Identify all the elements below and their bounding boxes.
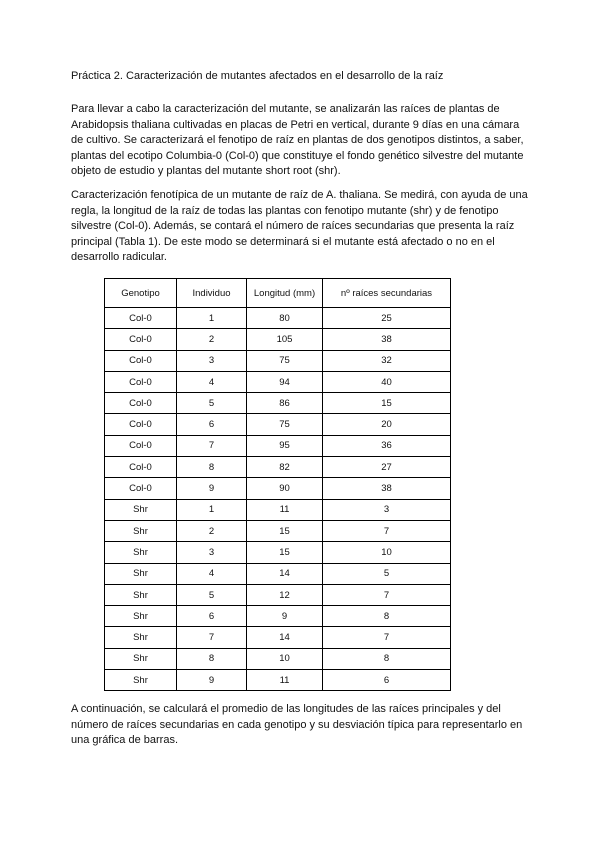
cell-longitud: 82 bbox=[247, 457, 323, 478]
cell-individuo: 4 bbox=[177, 371, 247, 392]
cell-raices: 5 bbox=[323, 563, 451, 584]
cell-individuo: 5 bbox=[177, 584, 247, 605]
cell-genotipo: Col-0 bbox=[105, 435, 177, 456]
cell-genotipo: Col-0 bbox=[105, 350, 177, 371]
cell-genotipo: Col-0 bbox=[105, 329, 177, 350]
cell-individuo: 3 bbox=[177, 542, 247, 563]
table-row bbox=[105, 648, 451, 669]
cell-longitud: 90 bbox=[247, 478, 323, 499]
header-longitud: Longitud (mm) bbox=[247, 279, 323, 308]
cell-individuo: 6 bbox=[177, 414, 247, 435]
cell-longitud: 105 bbox=[247, 329, 323, 350]
table-row bbox=[105, 563, 451, 584]
cell-longitud: 10 bbox=[247, 648, 323, 669]
cell-individuo: 2 bbox=[177, 329, 247, 350]
cell-genotipo: Col-0 bbox=[105, 393, 177, 414]
cell-individuo: 1 bbox=[177, 499, 247, 520]
table-row bbox=[105, 478, 451, 499]
intro-paragraph: Para llevar a cabo la caracterización del mutante, se analizarán las raíces de plantas de Arabidopsis thaliana cultivadas en placas de Petri en vertical, durante 9 días en una cámara de cultivo. Se caracterizará el fenotipo de raíz en plantas de dos genotipos distintos, a saber, plantas del ecotipo Columbia-0 (Col-0) que constituye el fondo genético silvestre del mutante objeto de estudio y plantas del mutante short root (shr). bbox=[71, 103, 524, 177]
cell-raices: 7 bbox=[323, 584, 451, 605]
cell-individuo: 8 bbox=[177, 648, 247, 669]
cell-genotipo: Shr bbox=[105, 670, 177, 691]
cell-longitud: 75 bbox=[247, 350, 323, 371]
cell-longitud: 95 bbox=[247, 435, 323, 456]
cell-raices: 10 bbox=[323, 542, 451, 563]
cell-raices: 40 bbox=[323, 371, 451, 392]
cell-raices: 8 bbox=[323, 606, 451, 627]
cell-longitud: 12 bbox=[247, 584, 323, 605]
cell-genotipo: Shr bbox=[105, 584, 177, 605]
table-row bbox=[105, 670, 451, 691]
cell-individuo: 3 bbox=[177, 350, 247, 371]
cell-genotipo: Col-0 bbox=[105, 414, 177, 435]
cell-genotipo: Shr bbox=[105, 499, 177, 520]
table-row bbox=[105, 414, 451, 435]
cell-genotipo: Col-0 bbox=[105, 308, 177, 329]
cell-raices: 7 bbox=[323, 627, 451, 648]
table-row bbox=[105, 606, 451, 627]
table-row bbox=[105, 457, 451, 478]
cell-genotipo: Shr bbox=[105, 542, 177, 563]
table-row bbox=[105, 520, 451, 541]
cell-raices: 6 bbox=[323, 670, 451, 691]
cell-individuo: 7 bbox=[177, 627, 247, 648]
cell-genotipo: Shr bbox=[105, 627, 177, 648]
header-raices-secundarias: nº raíces secundarias bbox=[323, 279, 451, 308]
cell-longitud: 86 bbox=[247, 393, 323, 414]
outro-paragraph: A continuación, se calculará el promedio de las longitudes de las raíces principales y del número de raíces secundarias en cada genotipo y su desviación típica para representarlo en una gráfica de barras. bbox=[71, 703, 523, 746]
cell-individuo: 8 bbox=[177, 457, 247, 478]
cell-raices: 38 bbox=[323, 478, 451, 499]
cell-individuo: 1 bbox=[177, 308, 247, 329]
cell-raices: 20 bbox=[323, 414, 451, 435]
cell-individuo: 4 bbox=[177, 563, 247, 584]
table-row bbox=[105, 329, 451, 350]
table-row bbox=[105, 350, 451, 371]
cell-longitud: 75 bbox=[247, 414, 323, 435]
cell-raices: 32 bbox=[323, 350, 451, 371]
cell-longitud: 80 bbox=[247, 308, 323, 329]
table-header-row bbox=[105, 279, 451, 308]
cell-longitud: 94 bbox=[247, 371, 323, 392]
header-individuo: Individuo bbox=[177, 279, 247, 308]
table-row bbox=[105, 371, 451, 392]
cell-longitud: 11 bbox=[247, 670, 323, 691]
cell-raices: 8 bbox=[323, 648, 451, 669]
cell-raices: 7 bbox=[323, 520, 451, 541]
results-table bbox=[104, 278, 451, 691]
header-genotipo: Genotipo bbox=[105, 279, 177, 308]
cell-individuo: 5 bbox=[177, 393, 247, 414]
cell-longitud: 14 bbox=[247, 627, 323, 648]
method-paragraph: Caracterización fenotípica de un mutante de raíz de A. thaliana. Se medirá, con ayuda de una regla, la longitud de la raíz de todas las plantas con fenotipo mutante (shr) y de fenotipo silvestre (Col-0). Además, se contará el número de raíces secundarias que presenta la raíz principal (Tabla 1). De este modo se determinará si el mutante está afectado o no en el desarrollo radicular. bbox=[71, 189, 528, 263]
table-row bbox=[105, 499, 451, 520]
cell-longitud: 14 bbox=[247, 563, 323, 584]
cell-raices: 3 bbox=[323, 499, 451, 520]
cell-raices: 36 bbox=[323, 435, 451, 456]
cell-raices: 15 bbox=[323, 393, 451, 414]
table-row bbox=[105, 393, 451, 414]
cell-individuo: 7 bbox=[177, 435, 247, 456]
cell-individuo: 9 bbox=[177, 670, 247, 691]
table-row bbox=[105, 308, 451, 329]
document-title: Práctica 2. Caracterización de mutantes afectados en el desarrollo de la raíz bbox=[71, 70, 444, 82]
cell-individuo: 6 bbox=[177, 606, 247, 627]
table-row bbox=[105, 627, 451, 648]
cell-genotipo: Col-0 bbox=[105, 371, 177, 392]
cell-longitud: 15 bbox=[247, 542, 323, 563]
cell-raices: 38 bbox=[323, 329, 451, 350]
table-row bbox=[105, 542, 451, 563]
cell-raices: 27 bbox=[323, 457, 451, 478]
cell-genotipo: Col-0 bbox=[105, 478, 177, 499]
cell-genotipo: Shr bbox=[105, 520, 177, 541]
table-body bbox=[105, 308, 451, 691]
cell-individuo: 9 bbox=[177, 478, 247, 499]
cell-genotipo: Shr bbox=[105, 648, 177, 669]
cell-longitud: 11 bbox=[247, 499, 323, 520]
cell-genotipo: Shr bbox=[105, 563, 177, 584]
cell-longitud: 9 bbox=[247, 606, 323, 627]
table-row bbox=[105, 584, 451, 605]
cell-genotipo: Col-0 bbox=[105, 457, 177, 478]
cell-raices: 25 bbox=[323, 308, 451, 329]
table-row bbox=[105, 435, 451, 456]
cell-genotipo: Shr bbox=[105, 606, 177, 627]
cell-longitud: 15 bbox=[247, 520, 323, 541]
cell-individuo: 2 bbox=[177, 520, 247, 541]
